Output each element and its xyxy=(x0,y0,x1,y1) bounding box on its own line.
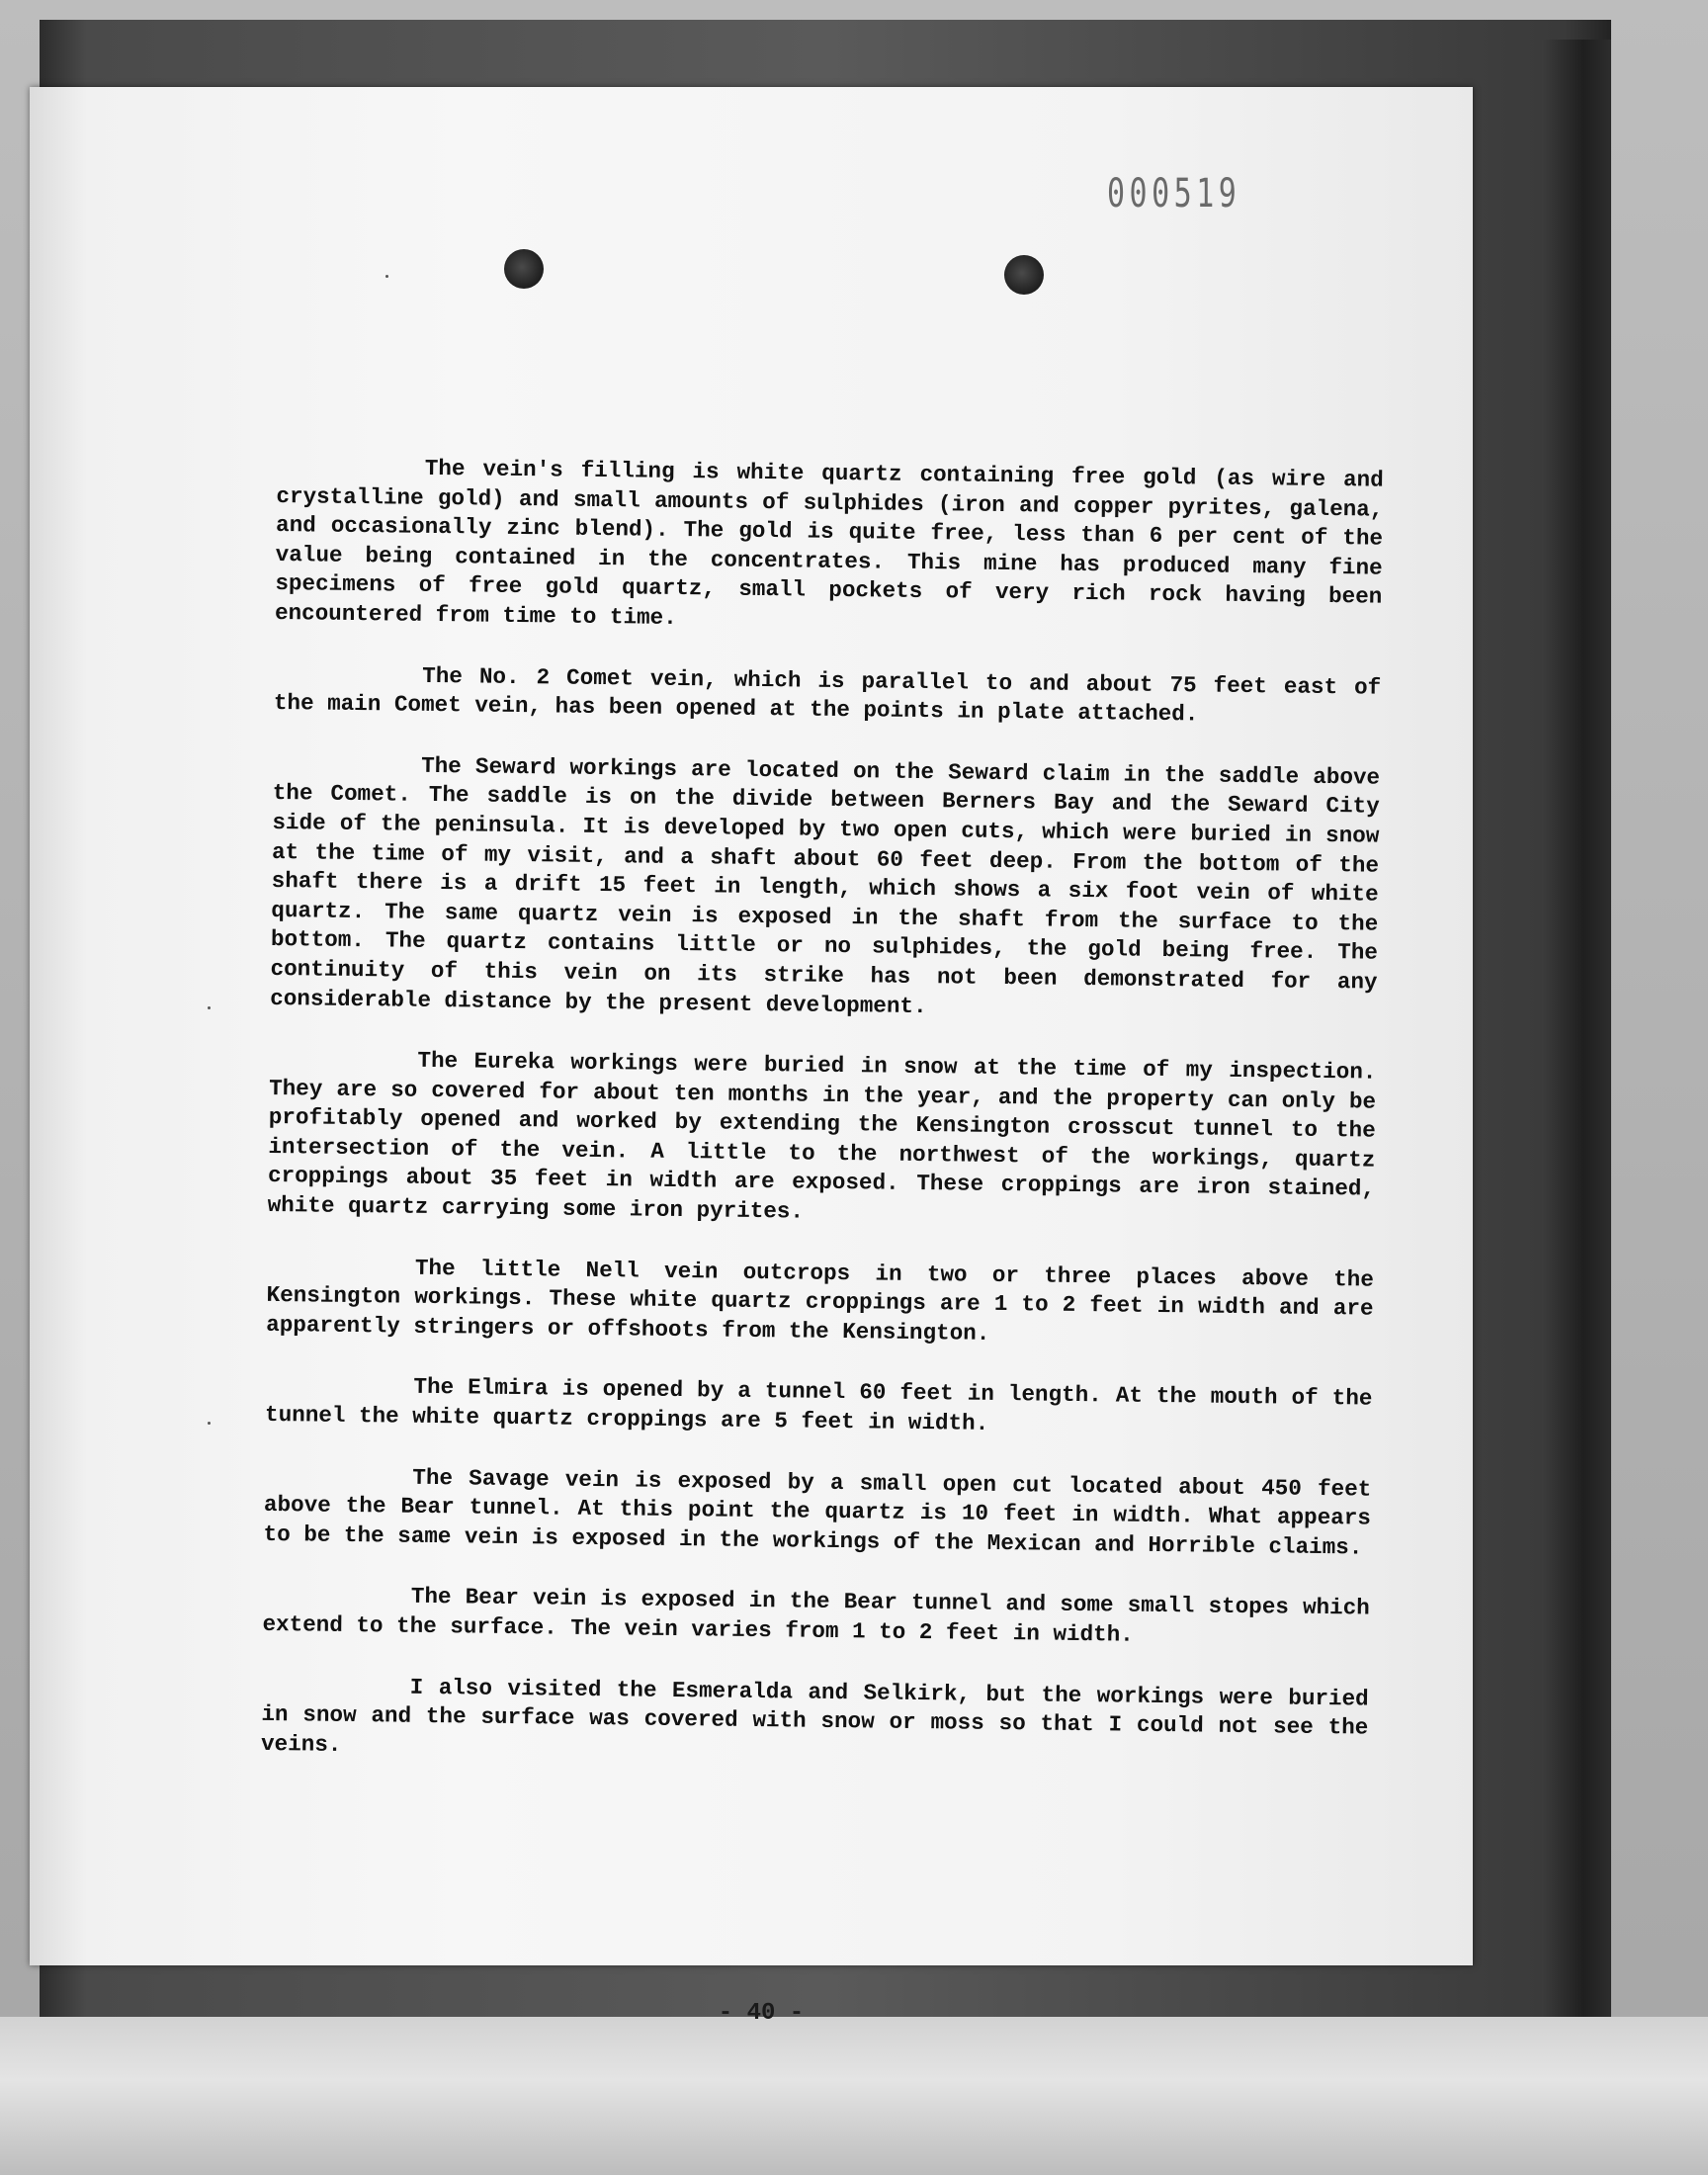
paragraph-eureka: The Eureka workings were buried in snow at the time of my inspection. They are so covered for about ten months in the year, and the property can only be profitably opened and worked by extending the Kensington crosscut tunnel to the intersection of the vein. A little to the northwest of the workings, quartz croppings about 35 feet in width are exposed. These croppings are iron stained, white quartz carrying some iron pyrites. xyxy=(267,1047,1377,1225)
paragraph-elmira: The Elmira is opened by a tunnel 60 feet in length. At the mouth of the tunnel the white quartz croppings are 5 feet in width. xyxy=(264,1374,1373,1436)
paragraph-seward: The Seward workings are located on the Seward claim in the saddle above the Comet. The saddle is on the divide between Berners Bay and the Seward City side of the peninsula. It is developed by two open cuts, which were buried in snow at the time of my visit, and a shaft about 60 feet deep. From the bottom of the shaft there is a drift 15 feet in length, which shows a six foot vein of white quartz. The same quartz vein is exposed in the shaft from the surface to the bottom. The quartz contains little or no sulphides, the gold being free. The continuity of this vein on its strike has not been demonstrated for any considerable distance by the present development. xyxy=(270,752,1381,1019)
document-stamp-number: 000519 xyxy=(1107,171,1241,217)
document-page xyxy=(30,87,1473,2027)
dust-speck xyxy=(385,275,388,278)
punch-hole-icon xyxy=(504,249,544,289)
paragraph-bear: The Bear vein is exposed in the Bear tunnel and some small stopes which extend to the surface. The vein varies from 1 to 2 feet in width. xyxy=(262,1584,1370,1648)
dust-speck xyxy=(208,1006,211,1009)
paragraph-savage: The Savage vein is exposed by a small open cut located about 450 feet above the Bear tunnel. At this point the quartz is 10 feet in width. What appears to be the same vein is exposed in the workings of the Mexican and Horrible claims. xyxy=(263,1464,1372,1561)
paragraph-esmeralda-selkirk: I also visited the Esmeralda and Selkirk, but the workings were buried in snow and the surface was covered with snow or moss so that I could not see the veins. xyxy=(260,1674,1369,1758)
dust-speck xyxy=(208,1422,211,1425)
paragraph-little-nell: The little Nell vein outcrops in two or three places above the Kensington workings. These white quartz croppings are 1 to 2 feet in width and are apparently stringers or offshoots from the Kensington. xyxy=(266,1255,1375,1347)
scanner-edge-band xyxy=(1542,40,1611,2056)
punch-hole-icon xyxy=(1004,255,1044,295)
page-number: - 40 - xyxy=(718,2000,805,2027)
paragraph-veins-filling: The vein's filling is white quartz containing free gold (as wire and crystalline gold) and small amounts of sulphides (iron and copper pyrites, galena, and occasionally zinc blend). The gold is quite free, less than 6 per cent of the value being contained in the concentrates. This mine has produced many fine specimens of free gold quartz, small pockets of very rich rock having been encountered from time to time. xyxy=(274,455,1384,631)
document-body xyxy=(260,453,1383,1804)
scanner-bottom-strip xyxy=(0,2017,1708,2175)
paragraph-no2-comet: The No. 2 Comet vein, which is parallel to and about 75 feet east of the main Comet vein, has been opened at the points in plate attached. xyxy=(273,662,1382,728)
